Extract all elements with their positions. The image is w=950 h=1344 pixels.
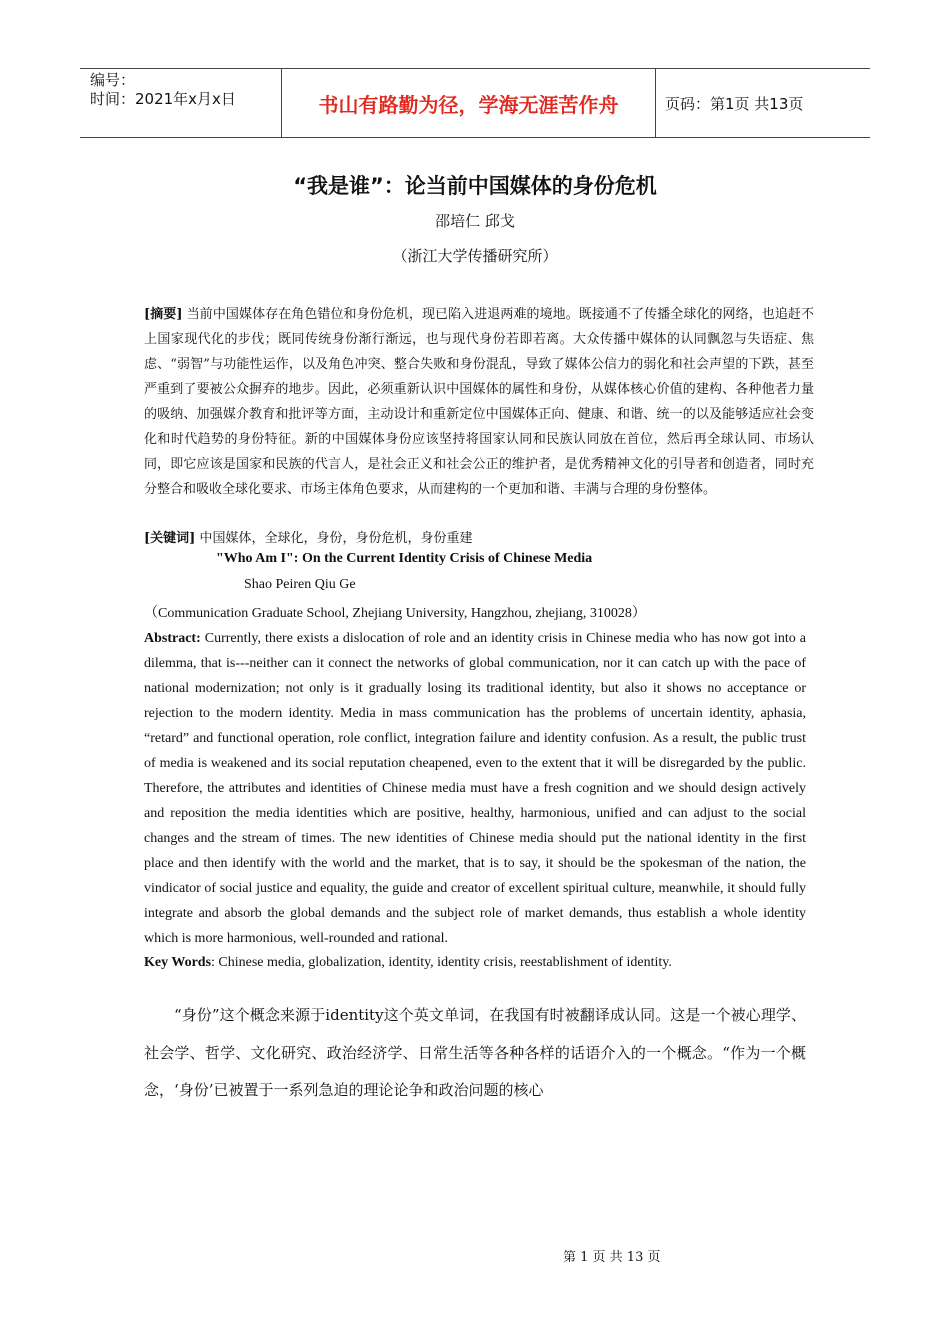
article-affiliation: （浙江大学传播研究所） <box>392 247 558 265</box>
header-motto: 书山有路勤为径，学海无涯苦作舟 <box>281 69 656 137</box>
article-title: “我是谁”：论当前中国媒体的身份危机 <box>293 174 657 198</box>
english-title: "Who Am I": On the Current Identity Crisis of Chinese Media <box>216 551 593 566</box>
keywords-en-label: Key Words <box>144 955 212 970</box>
abstract-en-label: Abstract: <box>144 631 201 646</box>
english-affiliation: （Communication Graduate School, Zhejiang University, Hangzhou, zhejiang, 310028） <box>144 606 646 621</box>
keywords-cn <box>144 526 814 551</box>
keywords-text: 中国媒体，全球化，身份，身份危机，身份重建 <box>199 531 473 546</box>
english-authors: Shao Peiren Qiu Ge <box>244 577 356 592</box>
page-header <box>80 68 870 138</box>
abstract-en <box>144 626 806 951</box>
body-paragraph: “身份”这个概念来源于identity这个英文单词，在我国有时被翻译成认同。这是一个被心理学、社会学、哲学、文化研究、政治经济学、日常生活等各种各样的话语介入的一个概念。“作为一个概念，‘身份’已被置于一系列急迫的理论论争和政治问题的核心 <box>144 1006 806 1099</box>
keywords-en <box>144 950 806 975</box>
article-authors: 邵培仁 邱戈 <box>435 212 515 230</box>
keywords-label: [关键词] <box>144 531 196 546</box>
number-label: 编号： <box>90 71 136 89</box>
abstract-label: [摘要] <box>144 307 183 322</box>
page-footer: 第 1 页 共 13 页 <box>563 1250 661 1265</box>
abstract-en-text: Currently, there exists a dislocation of role and an identity crisis in Chinese media who has now got into a dilemma, that is---neither can it connect the networks of global communication, nor it can catch up with the pace of national modernization; not only is it gradually losing its traditional identity, but also it shows no acceptance or rejection to the modern identity. Media in mass communication has the problems of uncertain identity, aphasia, “retard” and functional operation, role conflict, integration failure and identity confusion. As a result, the public trust of media is weakened and its social reputation cheapened, even to the extent that it will be disregarded by the public. Therefore, the attributes and identities of Chinese media must have a fresh cognition and we should design actively and reposition the media identities which are positive, healthy, harmonious, unified and can adjust to the social changes and the stream of times. The new identities of Chinese media should put the national identity in the first place and then identify with the world and the market, that is to say, it should be the spokesman of the nation, the vindicator of social justice and equality, the guide and creator of excellent spiritual culture, meanwhile, it should fully integrate and absorb the global demands and the subject role of market demands, thus establish a whole identity which is more harmonious, well-rounded and rational. <box>144 631 806 946</box>
time-label: 时间：2021年x月x日 <box>90 90 236 108</box>
abstract-cn <box>144 302 814 502</box>
keywords-en-text: : Chinese media, globalization, identity, identity crisis, reestablishment of identity. <box>211 955 672 970</box>
abstract-text: 当前中国媒体存在角色错位和身份危机，现已陷入进退两难的境地。既接通不了传播全球化的网络，也追赶不上国家现代化的步伐；既同传统身份渐行渐远，也与现代身份若即若离。大众传播中媒体的认同飘忽与失语症、焦虑、“弱智”与功能性运作，以及角色冲突、整合失败和身份混乱，导致了媒体公信力的弱化和社会声望的下跌，甚至严重到了要被公众摒弃的地步。因此，必须重新认识中国媒体的属性和身份，从媒体核心价值的建构、各种他者力量的吸纳、加强媒介教育和批评等方面，主动设计和重新定位中国媒体正向、健康、和谐、统一的以及能够适应社会变化和时代趋势的身份特征。新的中国媒体身份应该坚持将国家认同和民族认同放在首位，然后再全球认同、市场认同，即它应该是国家和民族的代言人，是社会正义和社会公正的维护者，是优秀精神文化的引导者和创造者，同时充分整合和吸收全球化要求、市场主体角色要求，从而建构的一个更加和谐、丰满与合理的身份整体。 <box>144 307 814 497</box>
header-meta <box>80 69 280 137</box>
header-page-info: 页码：第1页 共13页 <box>665 94 804 113</box>
